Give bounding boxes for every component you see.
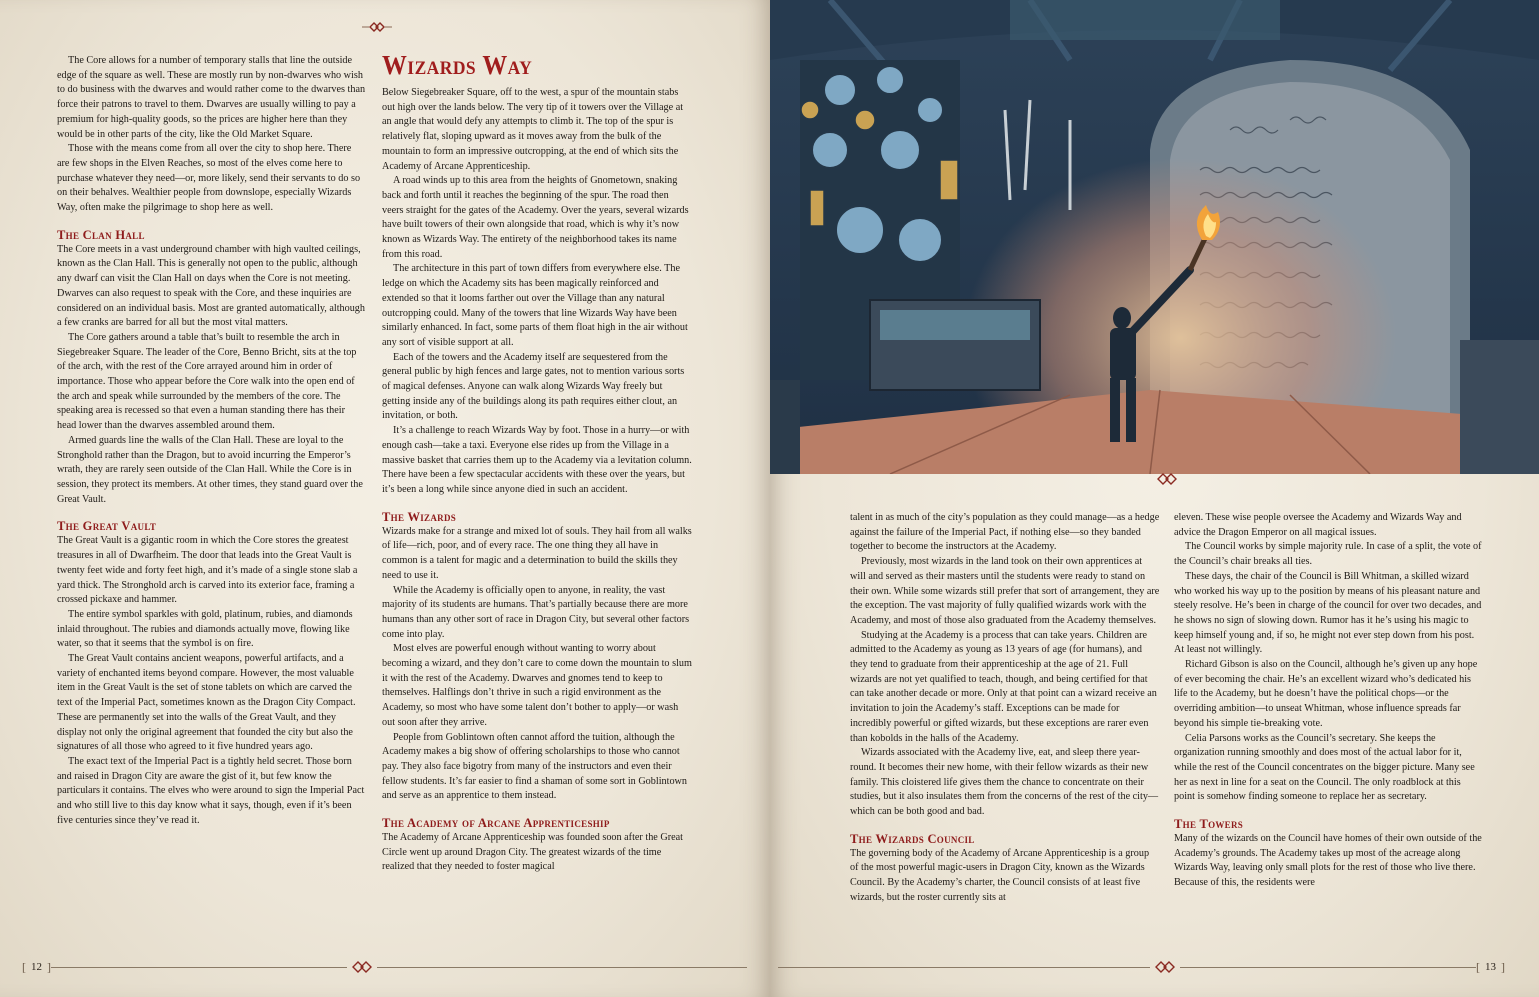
paragraph: Celia Parsons works as the Council’s secretary. She keeps the organization running smoothly and does most of the actual labor for it, while the rest of the Council concentrates on the bigger picture. Many see her as next in line for a seat on the Council. The only roadblock at this point is somehow finding someone to replace her as secretary. [1174,732,1475,803]
section-heading-towers: The Towers [1174,817,1244,832]
illustration-wizard-vault [770,0,1539,474]
paragraph: Below Siegebreaker Square, off to the west, a spur of the mountain stabs out high over the lands below. The very tip of it towers over the Village at an angle that would defy any attempts to climb it. The top of the spur is relatively flat, sloping upward as it moves away from the bulk of the mountain to form an impressive outcropping, at the end of which sits the Academy of Arcane Apprenticeship. [382,87,684,172]
bracket-icon: ] [1501,959,1505,974]
paragraph: Wizards make for a strange and mixed lot of souls. They hail from all walks of life—rich, poor, and of every race. The one thing they all have in common is a talent for magic and a determination to build the skills they need to use it. [382,525,692,581]
paragraph: The Core allows for a number of temporary stalls that line the outside edge of the square as well. These are mostly run by non-dwarves who wish to do business with the dwarves and would rather come to the dwarves than force their patrons to travel to them. Dwarves are usually willing to pay a premium for high-quality goods, so the prices are higher here than they would be in other parts of the city, like the Old Market Square. [57,55,366,140]
page-number: 12 [31,961,42,973]
paragraph: Each of the towers and the Academy itself are sequestered from the general public by high fences and large gates, not to mention various sorts of magical defenses. Anyone can walk along Wizards Way freely but getting inside any of the buildings along its path requires either clout, an invitation, or both. [382,351,685,422]
paragraph: The architecture in this part of town differs from everywhere else. The ledge on which the Academy sits has been magically reinforced and extended so that it looms farther out over the Village than any natural outcropping could. Many of the towers that line Wizards Way have been similarly enhanced. In fact, some parts of them float high in the air without any sort of visible support at all. [382,263,688,348]
bracket-icon: ] [47,959,51,974]
left-column-2 [382,50,692,875]
footer-rule [377,967,747,968]
paragraph: Previously, most wizards in the land took on their own apprentices at will and served as their masters until the students were ready to stand on their own. While some wizards still prefer that sort of arrangement, they are the exception. The vast majority of fully qualified wizards work with the Academy, and most of those also graduated from the Academy themselves. [850,556,1160,626]
left-footer [22,958,762,976]
paragraph: Armed guards line the walls of the Clan Hall. These are loyal to the Stronghold rather than the Dragon, but to avoid incurring the Emperor’s wrath, they are rarely seen outside of the Clan Hall. While the Core is in session, they protect its members. At other times, they stand guard over the Great Vault. [57,434,363,505]
top-ornament-icon [362,20,392,34]
paragraph: The Core meets in a vast underground chamber with high vaulted ceilings, known as the Clan Hall. This is generally not open to the public, although any dwarf can visit the Clan Hall on days when the Core is not meeting. Dwarves can also request to speak with the Core, and these inquiries are considered on an individual basis. Most are granted automatically, although a few cranks are barred for all but the most vital matters. [57,243,365,329]
footer-rule [1180,967,1476,968]
paragraph: talent in as much of the city’s population as they could manage—as a hedge against the failure of the Imperial Pact, if nothing else—so they banded together to become the instructors at the Academy. [850,512,1160,553]
paragraph: While the Academy is officially open to anyone, in reality, the vast majority of its students are humans. That’s partially because there are more humans than any other sort of race in Dragon City, but several other factors come into play. [382,584,690,640]
chapter-title: Wizards Way [382,50,533,80]
paragraph: Those with the means come from all over the city to shop here. There are few shops in the Elven Reaches, so most of the elves come here to purchase whatever they need—or, more likely, send their servants to do so on their behalves. Wealthier people from downslope, especially Wizards Way, often make the pilgrimage to shop here as well. [57,143,361,214]
paragraph: These days, the chair of the Council is Bill Whitman, a skilled wizard who worked his way up to the position by means of his pleasant nature and steely resolve. He’s been in charge of the council for over two decades, and he shows no sign of slowing down. Rumor has it he’s using his magic to keep himself young and, if so, he might not ever step down from his post. At least not willingly. [1174,570,1482,656]
paragraph: Most elves are powerful enough without wanting to worry about becoming a wizard, and they don’t care to come down the mountain to slum it with the rest of the Academy. Dwarves and gnomes tend to keep to themselves. Halflings don’t thrive in such a rigid environment as the Academy, so most who have some talent don’t bother to apply—or wash out soon after they arrive. [382,643,692,728]
section-heading-great-vault: The Great Vault [57,519,157,534]
paragraph: It’s a challenge to reach Wizards Way by foot. Those in a hurry—or with enough cash—take a taxi. Everyone else rides up from the Village in a massive basket that carries them up to the Academy via a levitation column. There have been a few spectacular accidents with these over the years, but it’s been a long while since anyone died in such an accident. [382,425,692,495]
section-heading-academy: The Academy of Arcane Apprenticeship [382,816,610,831]
paragraph: The entire symbol sparkles with gold, platinum, rubies, and diamonds inlaid throughout. The rubies and diamonds actually move, flowing like water, so that it seems that the symbol is on fire. [57,608,353,650]
bracket-icon: [ [22,959,26,974]
paragraph: The Great Vault is a gigantic room in which the Core stores the greatest treasures in all of Dwarfheim. The door that leads into the Great Vault is twenty feet wide and forty feet high, and it’s made of a single stone slab a yard thick. The Stronghold arch is carved into its exterior face, framing a crossed pickaxe and hammer. [57,535,358,606]
paragraph: The Core gathers around a table that’s built to resemble the arch in Siegebreaker Square. The leader of the Core, Benno Bricht, sits at the top of the arch, with the rest of the Core arrayed around him in order of importance. Those who appear before the Core walk into the open end of the arch and speak while surrounded by the members of the core. The speaking area is recessed so that even a human standing there has their head lower than the dwarves assembled around them. [57,331,357,432]
section-heading-wizards: The Wizards [382,509,457,524]
mid-ornament-icon [1152,472,1182,486]
paragraph: The Council works by simple majority rule. In case of a split, the vote of the Council’s chair breaks all ties. [1174,541,1482,568]
footer-rule [778,967,1150,968]
paragraph: The governing body of the Academy of Arcane Apprenticeship is a group of the most powerful magic-users in Dragon City, known as the Wizards Council. By the Academy’s charter, the Council consists of at least five wizards, but the roster currently sits at [850,847,1150,903]
footer-ornament-icon [1150,960,1180,974]
page-number: 13 [1485,961,1496,973]
section-heading-clan-hall: The Clan Hall [57,227,145,242]
bracket-icon: [ [1476,959,1480,974]
right-column-1 [850,511,1160,906]
paragraph: Richard Gibson is also on the Council, although he’s given up any hope of ever becoming the chair. He’s an excellent wizard who’s dedicated his life to the Academy, but he doesn’t have the political chops—or the overriding ambition—to unseat Whitman, whose influence spreads far beyond his simple tie-breaking vote. [1174,659,1478,729]
paragraph: People from Goblintown often cannot afford the tuition, although the Academy makes a big show of offering scholarships to those who cannot pay. They also face bigotry from many of the instructors and even their fellow students. It’s far easier to find a shaman of some sort in Goblintown and serve as an apprentice to them instead. [382,731,687,802]
paragraph: The Academy of Arcane Apprenticeship was founded soon after the Great Circle went up around Dragon City. The greatest wizards of the time realized that they needed to foster magical [382,832,683,873]
left-column-1 [57,54,366,828]
paragraph: eleven. These wise people oversee the Academy and Wizards Way and advice the Dragon Emperor on all magical issues. [1174,512,1462,538]
paragraph: Studying at the Academy is a process that can take years. Children are admitted to the Academy as young as 13 years of age (for humans), and they tend to graduate from their apprenticeship at the age of 21. Full wizards are not yet qualified to teach, though, and being certified for that can take another decade or more. Only at that point can a wizard receive an invitation to join the Academy’s staff. Exceptions can be made for incredibly powerful or gifted wizards, but these exceptions are rarer even than kobolds in the halls of the Academy. [850,629,1157,744]
right-footer [778,958,1524,976]
section-heading-wizards-council: The Wizards Council [850,831,975,846]
footer-rule [51,967,347,968]
paragraph: A road winds up to this area from the heights of Gnometown, snaking back and forth until it reaches the beginning of the spur. The road then veers straight for the gates of the Academy. Over the years, several wizards have built towers of their own alongside that road, which is why it’s now known as Wizards Way. The entirety of the neighborhood takes its name from this road. [382,175,689,260]
paragraph: The Great Vault contains ancient weapons, powerful artifacts, and a variety of enchanted items beyond compare. However, the most valuable item in the Great Vault is the set of stone tablets on which are carved the text of the Imperial Pact, sometimes known as the Dragon City Compact. These are permanently set into the walls of the Great Vault, and they display not only the original agreement that founded the city but also the signatures of all those who agreed to it five hundred years ago. [57,653,356,753]
paragraph: Wizards associated with the Academy live, eat, and sleep there year-round. It becomes their new home, with their fellow wizards as their new family. This cloistered life gives them the chance to concentrate on their studies, but it also insulates them from the concerns of the rest of the city—which can be both good and bad. [850,747,1159,818]
paragraph: The exact text of the Imperial Pact is a tightly held secret. Those born and raised in Dragon City are aware the gist of it, but few know the particulars it contains. The elves who were around to sign the Imperial Pact and who still live to this day know what it says, though, even if it’s been five centuries since they’ve read it. [57,755,365,826]
paragraph: Many of the wizards on the Council have homes of their own outside of the Academy’s grounds. The Academy takes up most of the acreage along Wizards Way, leaving only small plots for the rest of those who live there. Because of this, the residents were [1174,833,1482,889]
right-column-2 [1174,511,1482,891]
footer-ornament-icon [347,960,377,974]
right-page [770,0,1539,997]
